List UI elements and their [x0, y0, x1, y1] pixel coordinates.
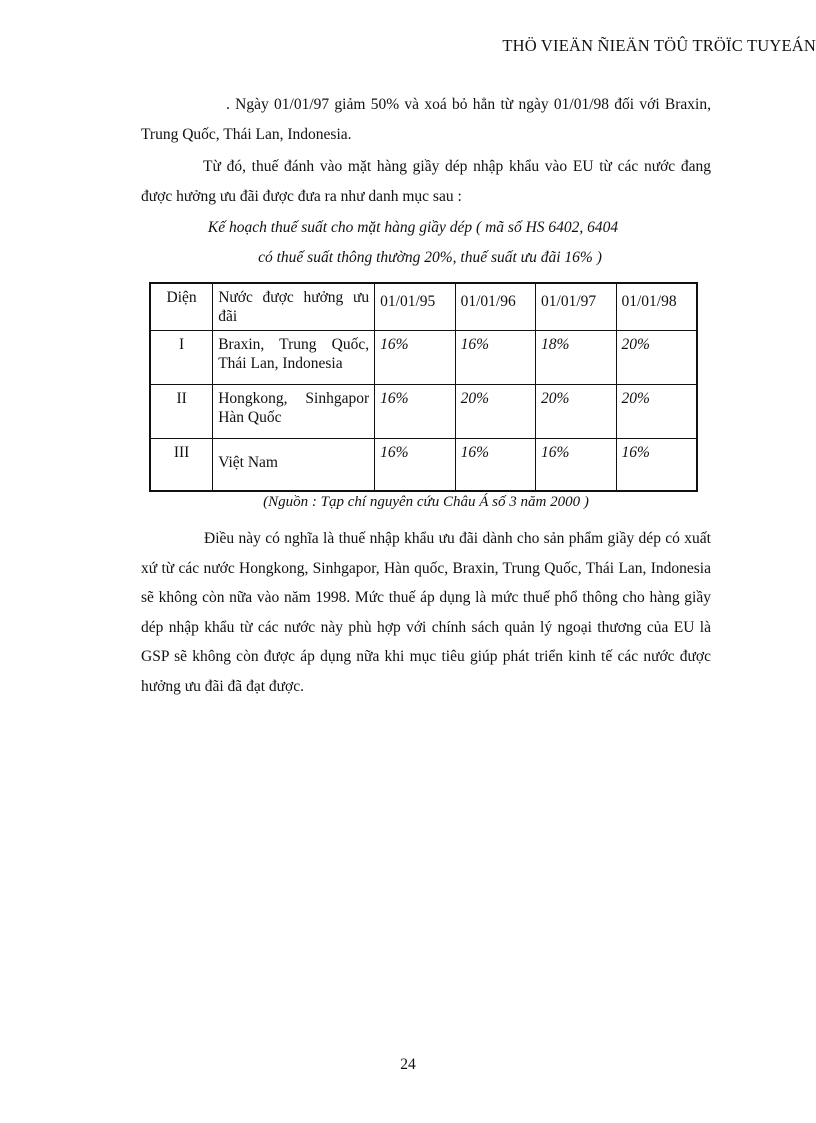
tariff-table: [149, 282, 698, 492]
rate-cell: 16%: [455, 439, 535, 491]
row-dien: II: [150, 385, 213, 439]
paragraph-1: . Ngày 01/01/97 giảm 50% và xoá bỏ hẳn từ ngày 01/01/98 đối với Braxin, Trung Quốc, Thái Lan, Indonesia.: [141, 96, 711, 143]
rate-cell: 18%: [536, 331, 616, 385]
rate-cell: 20%: [616, 331, 697, 385]
rate-cell: 16%: [375, 439, 455, 491]
rate-cell: 20%: [616, 385, 697, 439]
header-dien: Diện: [150, 283, 213, 331]
table-row: [150, 439, 697, 491]
header-date-97: 01/01/97: [536, 283, 616, 331]
table-caption-line-2: có thuế suất thông thường 20%, thuế suất ưu đãi 16% ): [258, 249, 602, 266]
header-date-96: 01/01/96: [455, 283, 535, 331]
row-countries: Việt Nam: [213, 439, 375, 491]
row-dien: III: [150, 439, 213, 491]
rate-cell: 16%: [616, 439, 697, 491]
table-header-row: [150, 283, 697, 331]
rate-cell: 16%: [375, 385, 455, 439]
row-countries: Hongkong, Sinhgapor Hàn Quốc: [213, 385, 375, 439]
table-caption-line-1: Kế hoạch thuế suất cho mặt hàng giầy dép ( mã số HS 6402, 6404: [207, 219, 619, 236]
rate-cell: 16%: [455, 331, 535, 385]
page-number: 24: [400, 1056, 416, 1073]
paragraph-3: Điều này có nghĩa là thuế nhập khẩu ưu đãi dành cho sản phẩm giầy dép có xuất xứ từ các nước Hongkong, Sinhgapor, Hàn quốc, Braxin, Trung Quốc, Thái Lan, Indonesia sẽ không còn nữa vào năm 1998. Mức thuế áp dụng là mức thuế phổ thông cho hàng giầy dép nhập khẩu từ các nước này phù hợp với chính sách quản lý ngoại thương của EU là GSP sẽ không còn được áp dụng nữa khi mục tiêu giúp phát triển kinh tế các nước được hưởng ưu đãi đã đạt được.: [141, 530, 711, 695]
row-countries: Braxin, Trung Quốc, Thái Lan, Indonesia: [213, 331, 375, 385]
header-countries: Nước được hưởng ưu đãi: [213, 283, 375, 331]
header-date-95: 01/01/95: [375, 283, 455, 331]
paragraph-2: Từ đó, thuế đánh vào mặt hàng giầy dép nhập khẩu vào EU từ các nước đang được hưởng ưu đãi được đưa ra như danh mục sau :: [141, 158, 711, 205]
table-row: [150, 331, 697, 385]
rate-cell: 20%: [455, 385, 535, 439]
header-date-98: 01/01/98: [616, 283, 697, 331]
page-header-title: THÖ VIEÄN ÑIEÄN TÖÛ TRÖÏC TUYEÁN: [502, 36, 816, 55]
rate-cell: 16%: [375, 331, 455, 385]
row-dien: I: [150, 331, 213, 385]
rate-cell: 20%: [536, 385, 616, 439]
rate-cell: 16%: [536, 439, 616, 491]
table-source-note: (Nguồn : Tạp chí nguyên cứu Châu Á số 3 năm 2000 ): [263, 494, 589, 510]
table-row: [150, 385, 697, 439]
